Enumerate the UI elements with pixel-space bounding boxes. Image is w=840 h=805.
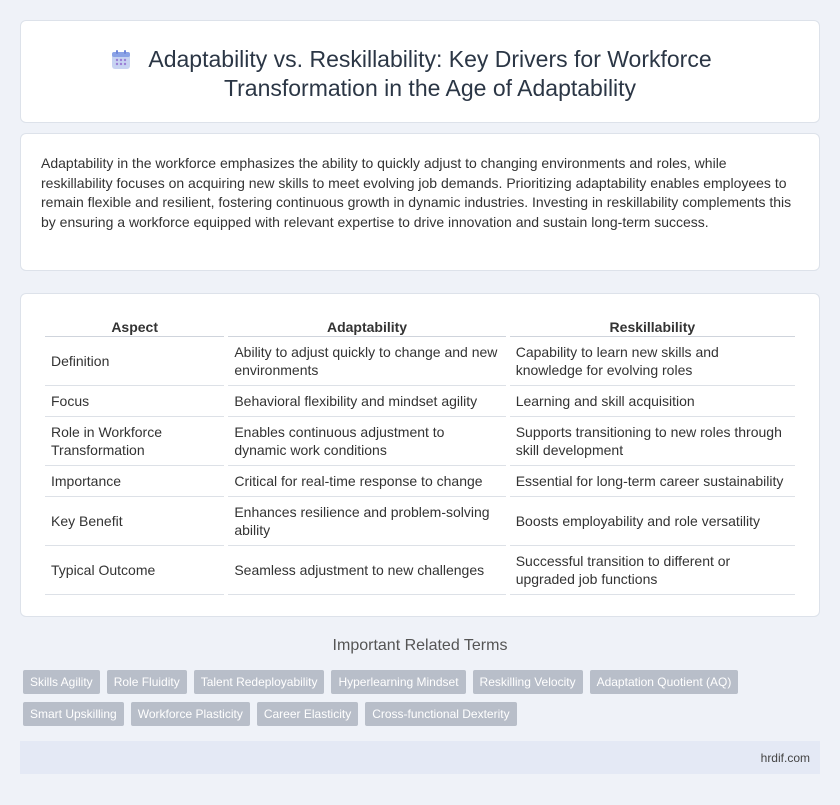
- table-header-row: [45, 314, 795, 337]
- cell-aspect: Key Benefit: [45, 497, 224, 546]
- related-terms-list: [20, 670, 820, 734]
- cell-aspect: Definition: [45, 337, 224, 386]
- table-row: [45, 546, 795, 595]
- header-aspect: Aspect: [45, 314, 224, 337]
- cell-adaptability: Critical for real-time response to change: [228, 466, 505, 497]
- header-reskillability: Reskillability: [510, 314, 795, 337]
- cell-reskillability: Supports transitioning to new roles through skill development: [510, 417, 795, 466]
- intro-card: [20, 133, 820, 271]
- comparison-card: [20, 293, 820, 617]
- term-tag[interactable]: Talent Redeployability: [194, 670, 325, 694]
- cell-reskillability: Boosts employability and role versatility: [510, 497, 795, 546]
- table-row: [45, 386, 795, 417]
- cell-aspect: Focus: [45, 386, 224, 417]
- footer: [20, 741, 820, 774]
- table-row: [45, 466, 795, 497]
- header-adaptability: Adaptability: [228, 314, 505, 337]
- title-wrap: [21, 45, 819, 103]
- footer-site-link[interactable]: hrdif.com: [760, 751, 810, 765]
- cell-adaptability: Behavioral flexibility and mindset agility: [228, 386, 505, 417]
- cell-adaptability: Seamless adjustment to new challenges: [228, 546, 505, 595]
- table-row: [45, 337, 795, 386]
- cell-reskillability: Essential for long-term career sustainability: [510, 466, 795, 497]
- cell-adaptability: Ability to adjust quickly to change and new environments: [228, 337, 505, 386]
- cell-aspect: Role in Workforce Transformation: [45, 417, 224, 466]
- table-row: [45, 417, 795, 466]
- cell-aspect: Importance: [45, 466, 224, 497]
- term-tag[interactable]: Cross-functional Dexterity: [365, 702, 516, 726]
- comparison-table: [41, 314, 799, 595]
- term-tag[interactable]: Adaptation Quotient (AQ): [590, 670, 739, 694]
- cell-adaptability: Enables continuous adjustment to dynamic work conditions: [228, 417, 505, 466]
- term-tag[interactable]: Hyperlearning Mindset: [331, 670, 465, 694]
- term-tag[interactable]: Role Fluidity: [107, 670, 187, 694]
- table-row: [45, 497, 795, 546]
- term-tag[interactable]: Skills Agility: [23, 670, 100, 694]
- term-tag[interactable]: Career Elasticity: [257, 702, 358, 726]
- cell-reskillability: Learning and skill acquisition: [510, 386, 795, 417]
- cell-aspect: Typical Outcome: [45, 546, 224, 595]
- title-card: [20, 20, 820, 123]
- calendar-icon: [109, 48, 133, 72]
- cell-adaptability: Enhances resilience and problem-solving ability: [228, 497, 505, 546]
- term-tag[interactable]: Reskilling Velocity: [473, 670, 583, 694]
- intro-paragraph: Adaptability in the workforce emphasizes the ability to quickly adjust to changing environments and roles, while reskillability focuses on acquiring new skills to meet evolving job demands. Prioritizing adaptability enables employees to remain flexible and resilient, fostering continuous growth in dynamic industries. Investing in reskillability complements this by ensuring a workforce equipped with relevant expertise to drive innovation and sustain long-term success.: [41, 155, 792, 230]
- term-tag[interactable]: Smart Upskilling: [23, 702, 124, 726]
- cell-reskillability: Capability to learn new skills and knowledge for evolving roles: [510, 337, 795, 386]
- cell-reskillability: Successful transition to different or upgraded job functions: [510, 546, 795, 595]
- term-tag[interactable]: Workforce Plasticity: [131, 702, 250, 726]
- page-title: Adaptability vs. Reskillability: Key Drivers for Workforce Transformation in the Age of Adaptability: [148, 46, 712, 101]
- related-terms-heading: Important Related Terms: [332, 637, 508, 654]
